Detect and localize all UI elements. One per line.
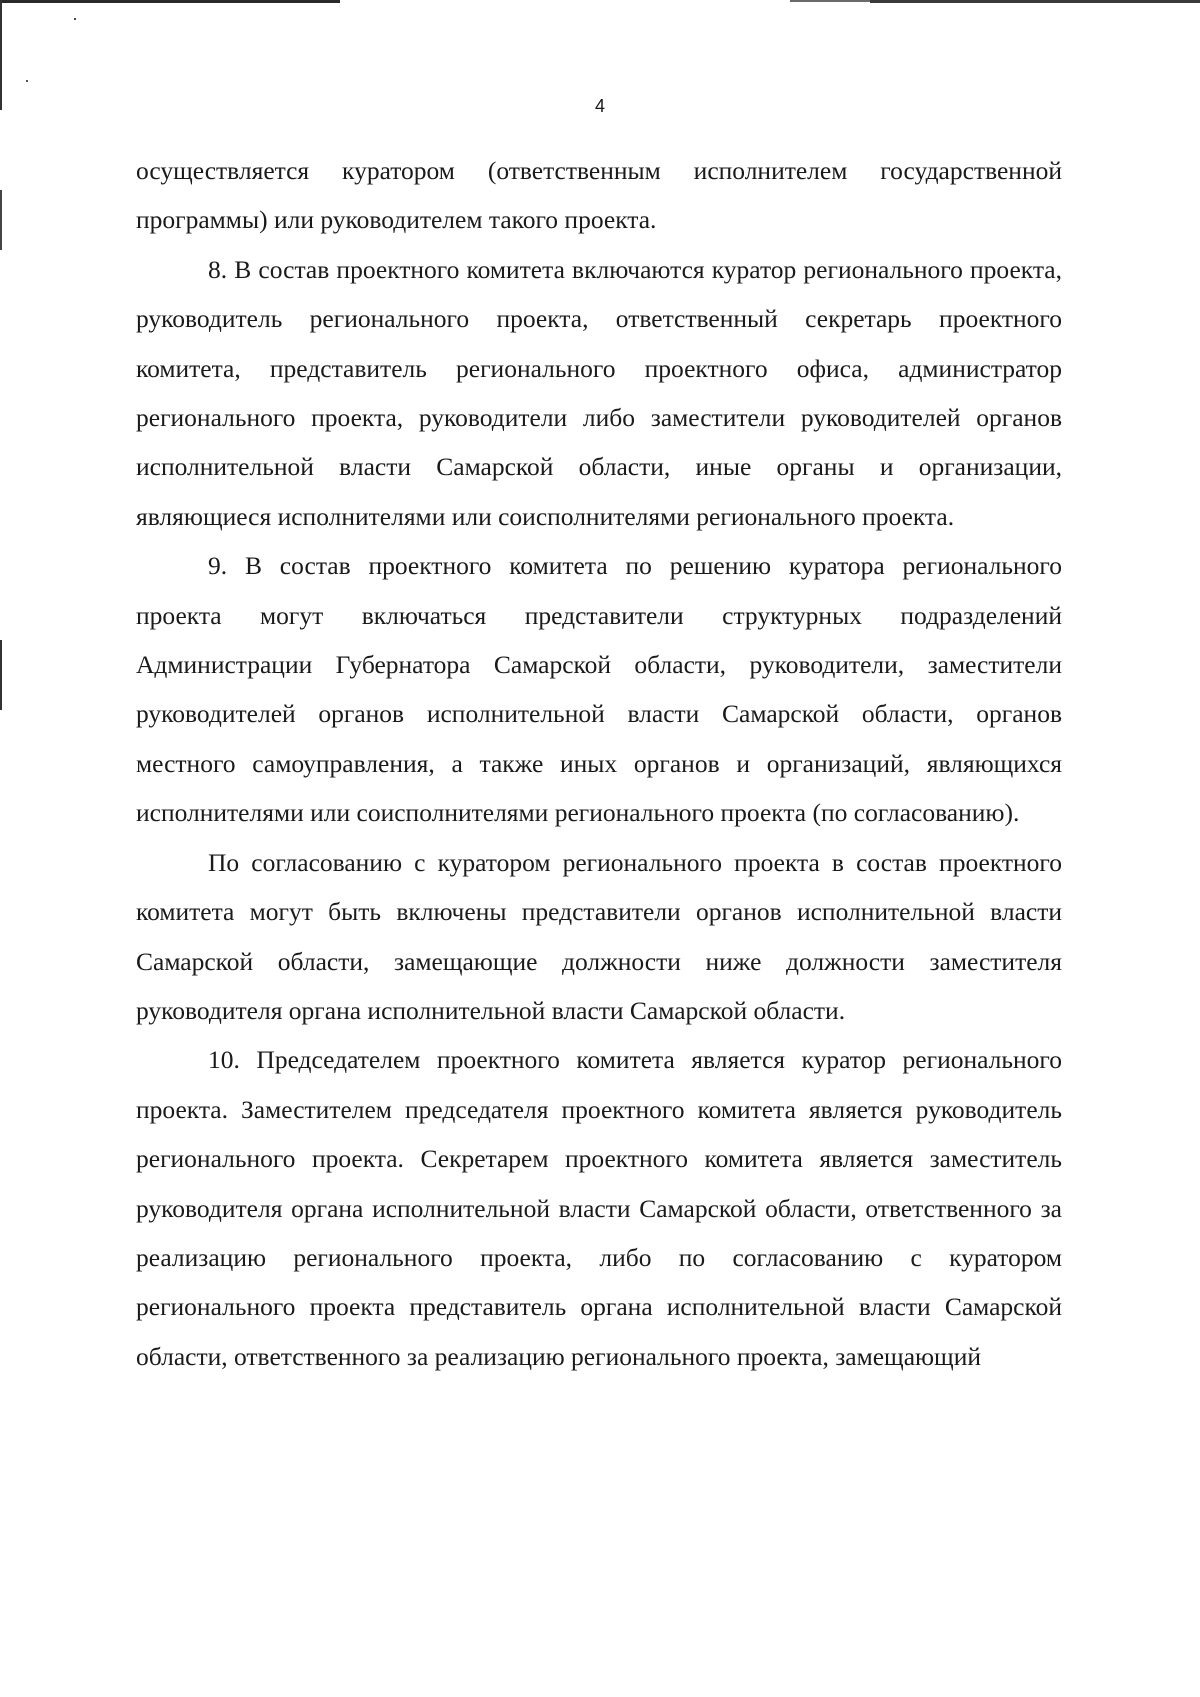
paragraph-item-8: 8. В состав проектного комитета включаются куратор регионального проекта, руководитель регионального проекта, ответственный секретарь проектного комитета, представитель регионального проектного офиса, администратор регионального проекта, руководители либо заместители руководителей органов исполнительной власти Самарской области, иные органы и организации, являющиеся исполнителями или соисполнителями регионального проекта. — [136, 254, 1062, 531]
scan-speck — [74, 18, 76, 20]
scan-edge-left — [0, 190, 2, 250]
page-number-text: 4 — [594, 96, 605, 116]
document-body — [136, 146, 1062, 1381]
scan-edge-top-right — [870, 0, 1200, 3]
scan-edge-top-left — [0, 0, 340, 3]
scan-speck — [26, 80, 28, 82]
paragraph-continuation: осуществляется куратором (ответственным исполнителем государственной программы) или руководителем такого проекта. — [136, 156, 1062, 235]
page-number — [0, 96, 1200, 117]
paragraph-item-10: 10. Председателем проектного комитета является куратор регионального проекта. Заместителем председателя проектного комитета является руководитель регионального проекта. Секретарем проектного комитета является заместитель руководителя органа исполнительной власти Самарской области, ответственного за реализацию регионального проекта, либо по согласованию с куратором регионального проекта представитель органа исполнительной власти Самарской области, ответственного за реализацию регионального проекта, замещающий — [136, 1045, 1062, 1371]
scan-edge-top-middle — [790, 0, 870, 2]
paragraph-item-9: 9. В состав проектного комитета по решению куратора регионального проекта могут включаться представители структурных подразделений Администрации Губернатора Самарской области, руководители, заместители руководителей органов исполнительной власти Самарской области, органов местного самоуправления, а также иных органов и организаций, являющихся исполнителями или соисполнителями регионального проекта (по согласованию). — [136, 551, 1062, 828]
paragraph-agreement: По согласованию с куратором регионального проекта в состав проектного комитета могут быть включены представители органов исполнительной власти Самарской области, замещающие должности ниже должности заместителя руководителя органа исполнительной власти Самарской области. — [136, 847, 1062, 1025]
scan-edge-left — [0, 640, 2, 710]
scan-edge-left — [0, 0, 2, 110]
